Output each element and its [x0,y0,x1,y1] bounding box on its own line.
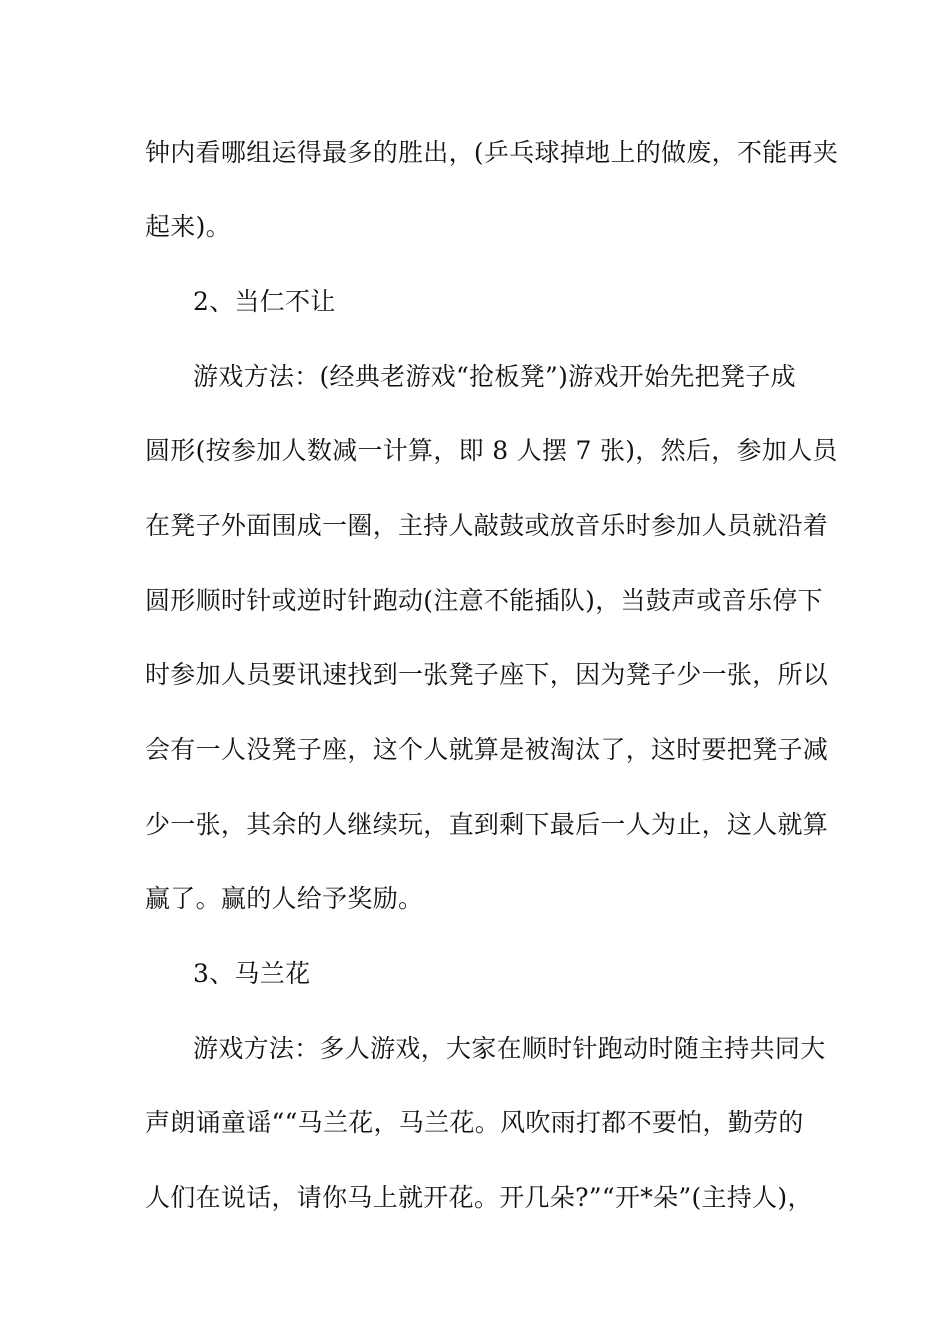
paragraph-line: 游戏方法：多人游戏，大家在顺时针跑动时随主持共同大 [193,1034,826,1063]
paragraph-line: 游戏方法：(经典老游戏“抢板凳”)游戏开始先把凳子成 [193,362,796,391]
paragraph-line: 圆形(按参加人数减一计算，即 8 人摆 7 张)，然后，参加人员 [145,436,838,465]
section-heading: 3、马兰花 [193,959,311,988]
paragraph-line: 在凳子外面围成一圈，主持人敲鼓或放音乐时参加人员就沿着 [145,511,829,540]
section-heading: 2、当仁不让 [193,287,336,316]
paragraph-line: 声朗诵童谣““马兰花，马兰花。风吹雨打都不要怕，勤劳的 [145,1108,804,1137]
paragraph-line: 少一张，其余的人继续玩，直到剩下最后一人为止，这人就算 [145,810,829,839]
paragraph-line: 圆形顺时针或逆时针跑动(注意不能插队)，当鼓声或音乐停下 [145,586,823,615]
paragraph-line: 钟内看哪组运得最多的胜出，(乒乓球掉地上的做废，不能再夹 [145,138,839,167]
paragraph-line: 时参加人员要讯速找到一张凳子座下，因为凳子少一张，所以 [145,660,829,689]
paragraph-line: 会有一人没凳子座，这个人就算是被淘汰了，这时要把凳子减 [145,735,829,764]
paragraph-line: 起来)。 [145,212,231,241]
paragraph-line: 人们在说话，请你马上就开花。开几朵?”“开*朵”(主持人)， [145,1183,813,1212]
paragraph-line: 赢了。赢的人给予奖励。 [145,884,424,913]
